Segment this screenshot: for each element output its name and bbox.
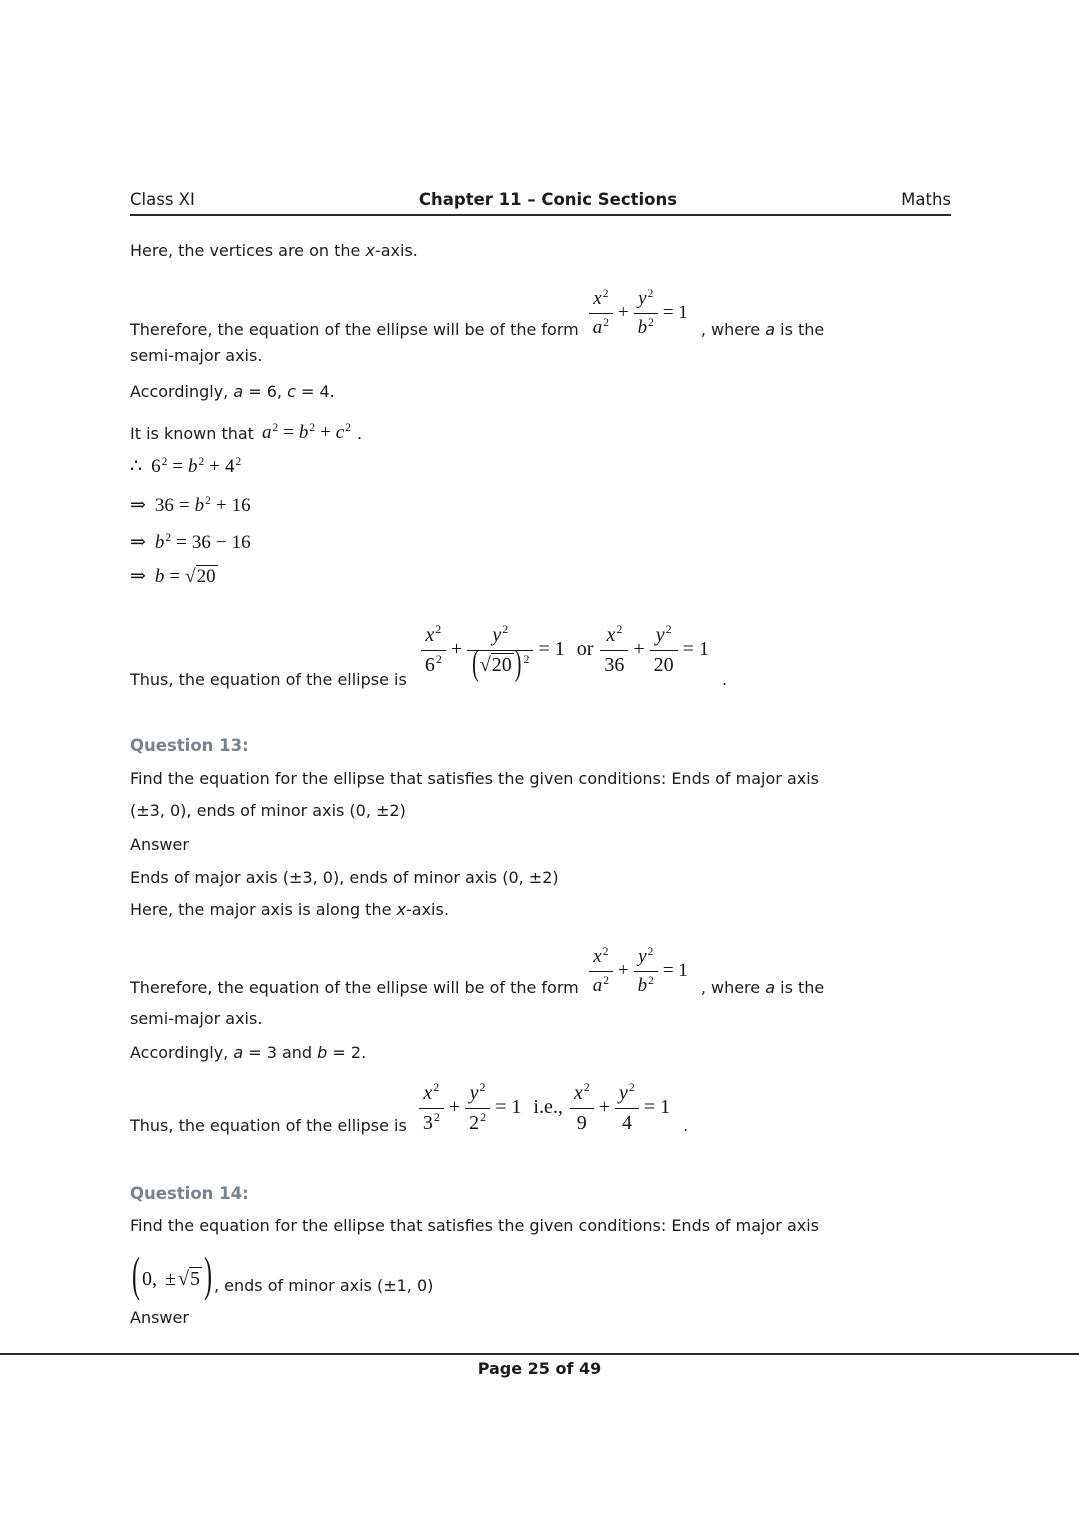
text-segment: , where (700, 320, 766, 339)
number: 20 (653, 654, 674, 676)
fraction-denominator (589, 971, 613, 998)
fraction-denominator (650, 650, 678, 678)
exponent: 2 (198, 455, 205, 468)
fraction (650, 623, 678, 678)
variable-y: y (469, 1082, 479, 1104)
square-root (178, 1267, 202, 1290)
exponent: 2 (309, 421, 316, 434)
minus-operator: − (215, 532, 227, 553)
variable-y: y (655, 624, 665, 646)
exponent: 2 (603, 974, 609, 987)
variable-b: b (637, 317, 648, 339)
q14-heading: Question 14: (130, 1184, 249, 1203)
exponent: 2 (235, 455, 242, 468)
equation-ellipse-result-2 (419, 1081, 675, 1136)
text-segment (701, 977, 824, 998)
number: 4 (621, 1112, 632, 1134)
fraction (465, 1081, 490, 1136)
equals-one: = 1 (495, 1096, 522, 1119)
text-segment: = 2. (327, 1043, 367, 1062)
q14-answer-label: Answer (130, 1308, 189, 1327)
variable-a: a (261, 422, 272, 443)
exponent: 2 (502, 622, 509, 637)
text-segment: . (683, 1116, 689, 1135)
square-root (480, 653, 514, 676)
fraction-numerator (465, 1081, 490, 1108)
header-class-label: Class XI (130, 190, 195, 209)
variable-y: y (638, 288, 647, 310)
q13-answer-line-1: Ends of major axis (±3, 0), ends of minor axis (0, ±2) (130, 868, 559, 887)
exponent: 2 (433, 1110, 440, 1125)
sol12-line-accordingly (130, 381, 335, 402)
exponent: 2 (648, 974, 654, 987)
text-segment: -axis. (374, 241, 418, 260)
q13-heading: Question 13: (130, 736, 249, 755)
left-paren: ( (472, 643, 479, 684)
variable-b: b (637, 975, 648, 997)
fraction-denominator (634, 971, 658, 998)
equation-step-3 (130, 531, 251, 554)
plus-operator: + (617, 302, 629, 324)
radicand: 20 (196, 566, 216, 587)
variable-c: c (335, 422, 345, 443)
fraction-numerator (600, 623, 628, 650)
equation-ellipse-general-form-1 (589, 287, 693, 340)
plus-operator: + (450, 638, 463, 661)
q13-question-line-1: Find the equation for the ellipse that satisfies the given conditions: Ends of major axis (130, 769, 819, 788)
variable-y: y (492, 624, 502, 646)
fraction-denominator (421, 650, 446, 678)
variable-b: b (298, 422, 309, 443)
q13-answer-line-2 (130, 899, 449, 920)
q14-question-line-2 (130, 1242, 434, 1303)
sol12-line-semimajor: semi-major axis. (130, 346, 263, 365)
fraction-denominator (419, 1108, 444, 1136)
variable-a: a (765, 978, 776, 997)
fraction-denominator (467, 643, 533, 684)
variable-x: x (593, 946, 602, 968)
radical-icon: √ (479, 654, 491, 676)
fraction-denominator (589, 313, 613, 340)
equals-operator: = (178, 495, 190, 516)
equals-one: = 1 (662, 302, 688, 324)
plus-operator: + (617, 960, 629, 982)
q13-question-line-2: (±3, 0), ends of minor axis (0, ±2) (130, 801, 406, 820)
number: 16 (231, 495, 251, 516)
footer-divider (0, 1353, 1079, 1355)
radical-icon: √ (185, 566, 196, 587)
exponent: 2 (433, 1080, 440, 1095)
q13-answer-label: Answer (130, 835, 189, 854)
fraction (419, 1081, 444, 1136)
right-paren: ) (514, 643, 522, 684)
text-segment: . (721, 670, 728, 689)
fraction-denominator (465, 1108, 490, 1136)
left-paren: ( (132, 1249, 140, 1303)
number: 6 (151, 456, 161, 477)
number: 3 (422, 1112, 433, 1134)
text-segment: Accordingly, (130, 382, 234, 401)
equation-ellipse-result-1 (421, 622, 714, 684)
number: 36 (604, 654, 625, 676)
number: 4 (224, 456, 235, 477)
plus-operator: + (598, 1096, 610, 1119)
text-segment: It is known that (130, 424, 254, 443)
text-segment: , ends of minor axis (±1, 0) (213, 1276, 434, 1295)
expression-major-axis-ends (130, 1249, 214, 1303)
equation-pythagoras (262, 422, 351, 444)
variable-b: b (188, 456, 198, 477)
fraction (600, 623, 628, 678)
equation-step-1 (130, 455, 241, 478)
exponent: 2 (435, 652, 442, 667)
fraction-numerator (634, 287, 658, 313)
page-header (130, 190, 951, 216)
exponent: 2 (272, 421, 279, 434)
exponent: 2 (647, 287, 654, 300)
plus-operator: + (633, 638, 645, 661)
exponent: 2 (665, 622, 672, 637)
equation-ellipse-general-form-2 (589, 945, 693, 998)
exponent: 2 (480, 1110, 487, 1125)
equation-step-2 (130, 494, 251, 517)
fraction-numerator (589, 945, 613, 971)
exponent: 2 (161, 455, 168, 468)
fraction-denominator (600, 650, 628, 678)
equals-one: = 1 (643, 1096, 671, 1119)
variable-a: a (765, 320, 776, 339)
ie-text: i.e., (533, 1096, 563, 1119)
variable-x: x (365, 241, 375, 260)
variable-a: a (592, 317, 603, 339)
plus-minus-operator: ± (165, 1268, 176, 1290)
sol12-line-thus (130, 604, 727, 690)
radical-icon: √ (177, 1268, 189, 1290)
variable-a: a (592, 975, 603, 997)
text-segment: Here, the major axis is along the (130, 900, 397, 919)
equation-step-4 (130, 565, 218, 588)
text-segment: is the (775, 978, 825, 997)
q13-line-semimajor: semi-major axis. (130, 1009, 263, 1028)
exponent: 2 (165, 531, 172, 544)
equals-operator: = (176, 532, 187, 553)
text-segment: Thus, the equation of the ellipse is (130, 1116, 407, 1135)
exponent: 2 (479, 1080, 486, 1095)
exponent: 2 (523, 652, 530, 667)
fraction (634, 287, 658, 340)
text-segment: = 3 and (243, 1043, 318, 1062)
right-paren: ) (203, 1249, 212, 1303)
number: 0, (142, 1268, 157, 1290)
fraction-numerator (421, 623, 446, 650)
variable-a: a (233, 1043, 244, 1062)
therefore-symbol: ∴ (130, 456, 143, 477)
text-segment: Accordingly, (130, 1043, 234, 1062)
fraction-numerator (570, 1081, 594, 1108)
exponent: 2 (205, 494, 211, 507)
fraction (421, 623, 446, 678)
number: 6 (424, 654, 435, 676)
equals-one: = 1 (662, 960, 688, 982)
sol12-line-vertices (130, 240, 418, 261)
fraction (589, 945, 613, 998)
exponent: 2 (647, 945, 654, 958)
text-segment: Therefore, the equation of the ellipse will be of the form (130, 978, 579, 997)
fraction-numerator (650, 623, 678, 650)
implies-arrow-icon: ⇒ (130, 566, 146, 587)
variable-b: b (154, 532, 165, 553)
radicand: 5 (189, 1268, 200, 1290)
plus-operator: + (209, 456, 220, 477)
footer-page-number: Page 25 of 49 (477, 1359, 602, 1378)
variable-x: x (425, 624, 435, 646)
exponent: 2 (628, 1080, 635, 1095)
fraction-numerator (419, 1081, 444, 1108)
header-subject-label: Maths (901, 190, 951, 209)
variable-b: b (317, 1043, 328, 1062)
fraction (570, 1081, 594, 1136)
equals-operator: = (172, 456, 184, 477)
fraction-denominator (615, 1108, 639, 1136)
text-segment: Thus, the equation of the ellipse is (130, 670, 407, 689)
header-chapter-title: Chapter 11 – Conic Sections (418, 190, 678, 209)
text-segment: = 6, (243, 382, 288, 401)
fraction (634, 945, 658, 998)
exponent: 2 (602, 945, 609, 958)
plus-operator: + (215, 495, 227, 516)
fraction (589, 287, 613, 340)
fraction-numerator (589, 287, 613, 313)
exponent: 2 (602, 287, 609, 300)
variable-x: x (593, 288, 602, 310)
exponent: 2 (583, 1080, 590, 1095)
exponent: 2 (345, 421, 351, 434)
equals-one: = 1 (682, 638, 709, 661)
number: 36 (191, 532, 211, 553)
variable-c: c (287, 382, 296, 401)
text-segment: -axis. (406, 900, 449, 919)
variable-x: x (606, 624, 616, 646)
exponent: 2 (648, 316, 654, 329)
sol12-line-form (130, 268, 824, 340)
plus-operator: + (448, 1096, 461, 1119)
number: 9 (576, 1112, 587, 1134)
q13-line-form (130, 930, 824, 998)
fraction-numerator (615, 1081, 639, 1108)
text-segment: Therefore, the equation of the ellipse will be of the form (130, 320, 579, 339)
square-root (185, 565, 217, 587)
fraction (467, 622, 533, 684)
variable-x: x (573, 1082, 583, 1104)
variable-y: y (619, 1082, 628, 1104)
variable-b: b (194, 495, 205, 516)
variable-y: y (638, 946, 647, 968)
variable-b: b (154, 566, 165, 587)
text-segment (701, 319, 824, 340)
variable-x: x (423, 1082, 433, 1104)
text-segment: = 4. (295, 382, 335, 401)
number: 16 (231, 532, 251, 553)
fraction (615, 1081, 639, 1136)
plus-operator: + (320, 422, 331, 443)
or-text: or (576, 638, 594, 661)
text-segment: Here, the vertices are on the (130, 241, 366, 260)
equals-one: = 1 (538, 638, 565, 661)
exponent: 2 (616, 622, 623, 637)
radicand: 20 (491, 654, 512, 676)
equals-operator: = (169, 566, 181, 587)
number: 2 (469, 1112, 480, 1134)
text-segment: . (356, 424, 363, 443)
q14-question-line-1: Find the equation for the ellipse that satisfies the given conditions: Ends of major axis (130, 1216, 819, 1235)
fraction-numerator (634, 945, 658, 971)
q13-line-thus (130, 1076, 688, 1136)
implies-arrow-icon: ⇒ (130, 532, 146, 553)
text-segment: is the (775, 320, 825, 339)
equals-operator: = (283, 422, 294, 443)
text-segment: , where (700, 978, 766, 997)
fraction-denominator (634, 313, 658, 340)
implies-arrow-icon: ⇒ (130, 495, 146, 516)
sol12-line-known (130, 414, 362, 444)
exponent: 2 (603, 316, 609, 329)
number: 36 (154, 495, 174, 516)
variable-a: a (233, 382, 244, 401)
exponent: 2 (435, 622, 442, 637)
fraction-denominator (570, 1108, 594, 1136)
variable-x: x (396, 900, 406, 919)
q13-line-accordingly (130, 1042, 366, 1063)
